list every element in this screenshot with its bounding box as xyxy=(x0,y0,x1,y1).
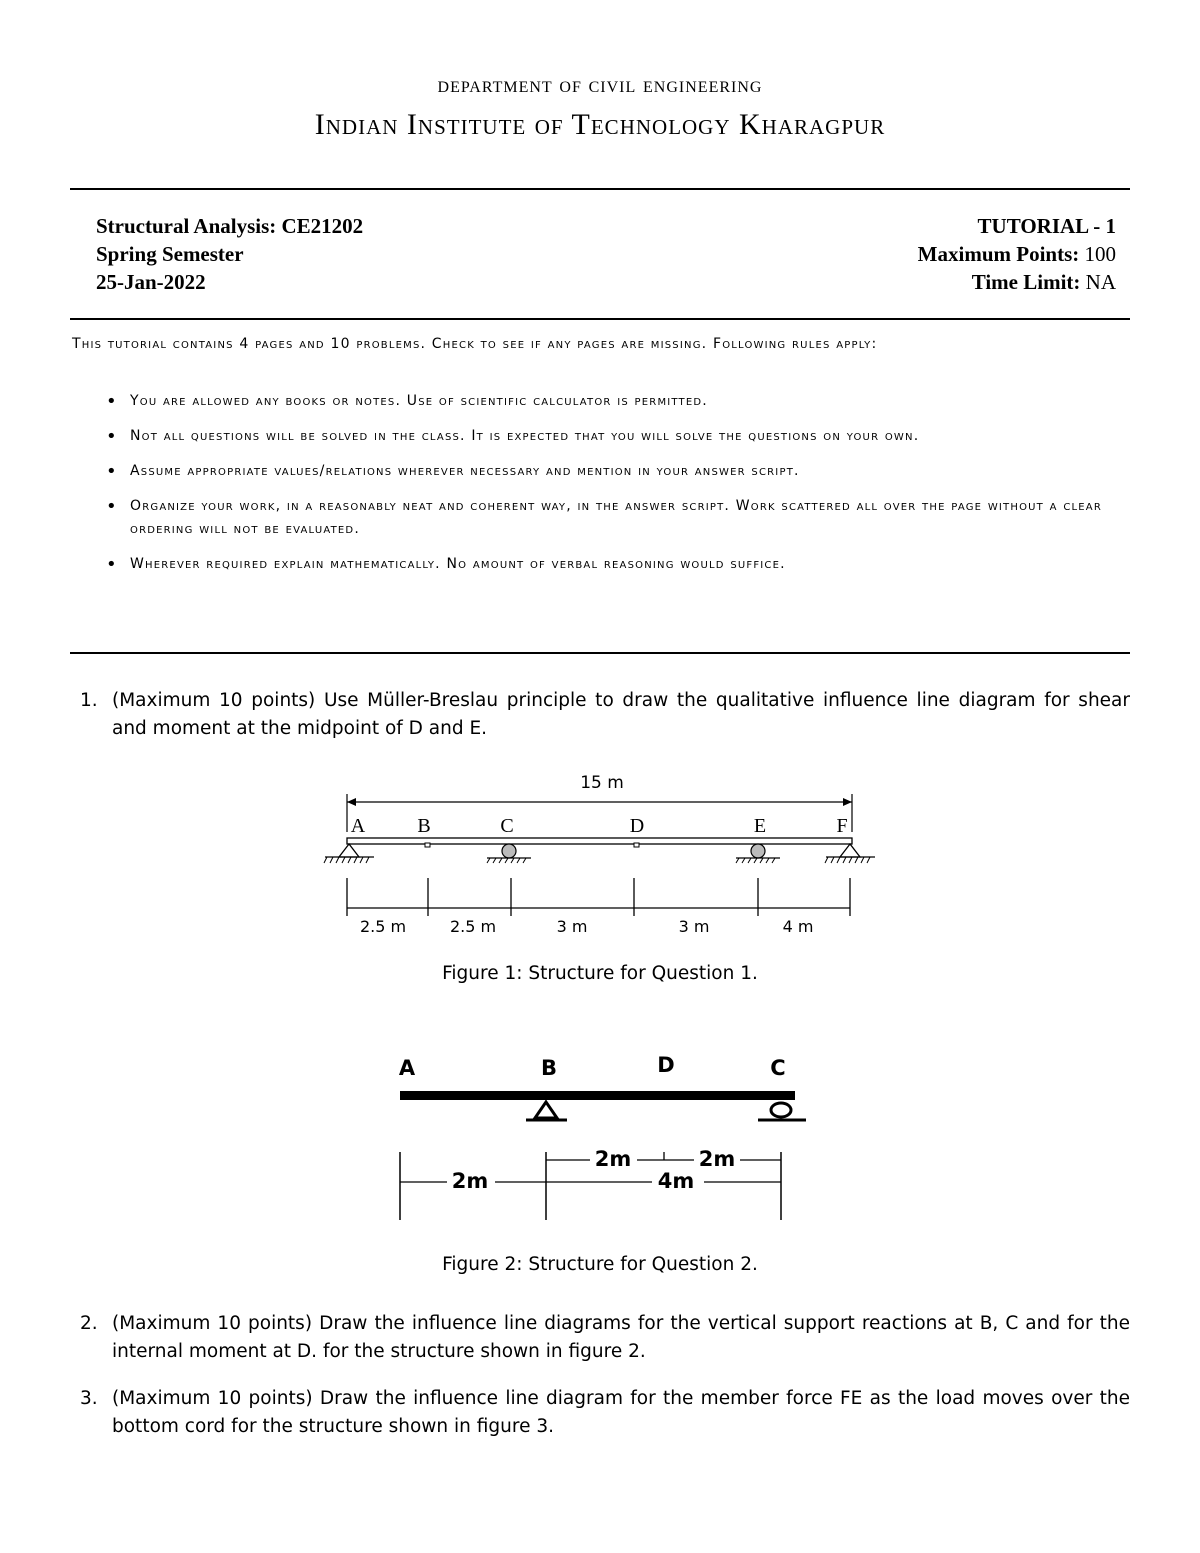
time-limit xyxy=(918,268,1116,296)
rule-item: • Not all questions will be solved in the class. It is expected that you will solve the questions on your own. xyxy=(106,425,1130,448)
arrow-head xyxy=(843,798,852,806)
point-label-a: A xyxy=(350,815,366,837)
max-points-value: 100 xyxy=(1084,242,1116,266)
time-limit-value: NA xyxy=(1085,270,1116,294)
question-number: 2. xyxy=(80,1313,98,1334)
rule-item: • You are allowed any books or notes. Use of scientific calculator is permitted. xyxy=(106,390,1130,413)
semester: Spring Semester xyxy=(96,242,244,266)
rule-item: • Organize your work, in a reasonably neat and coherent way, in the answer script. Work scattered all over the page without a clear ordering will not be evaluated. xyxy=(106,495,1130,541)
rule-item: • Assume appropriate values/relations wherever necessary and mention in your answer script. xyxy=(106,460,1130,483)
point-label-c: C xyxy=(500,815,514,837)
total-span-label: 15 m xyxy=(580,773,624,793)
point-label-c: C xyxy=(770,1056,786,1080)
span-label-cd: 3 m xyxy=(556,917,588,936)
span-label-bc: 2.5 m xyxy=(449,917,497,936)
point-label-d: D xyxy=(657,1053,675,1077)
question-2 xyxy=(80,1310,1130,1366)
max-points-label: Maximum Points: xyxy=(917,242,1080,266)
top-rule xyxy=(70,188,1130,190)
course-meta xyxy=(96,212,363,296)
ground-hatch xyxy=(324,857,369,863)
ground-hatch xyxy=(825,857,870,863)
question-number: 1. xyxy=(80,690,98,711)
ground-hatch xyxy=(487,858,526,863)
dim-label-bd: 2m xyxy=(594,1147,632,1171)
question-text: (Maximum 10 points) Use Müller-Breslau principle to draw the qualitative influence line diagram for shear and moment at the midpoint of D and E. xyxy=(112,690,1130,739)
ground-hatch xyxy=(736,858,775,863)
section-rule xyxy=(70,652,1130,654)
course-code: Structural Analysis: CE21202 xyxy=(96,214,364,238)
tutorial-title: TUTORIAL - 1 xyxy=(977,214,1116,238)
roller-support-c xyxy=(771,1103,791,1117)
figure-2-beam-diagram xyxy=(0,1040,1200,1230)
figure-1-beam-diagram xyxy=(0,760,1200,960)
point-label-a: A xyxy=(398,1056,416,1080)
span-label-ef: 4 m xyxy=(782,917,814,936)
institute-title: Indian Institute of Technology Kharagpur xyxy=(314,108,886,141)
pin-support-b xyxy=(535,1102,557,1118)
question-1 xyxy=(80,687,1130,743)
dim-label-ab: 2m xyxy=(451,1169,489,1193)
meta-rule xyxy=(70,318,1130,320)
figure-2-caption: Figure 2: Structure for Question 2. xyxy=(442,1254,758,1275)
rule-item: • Wherever required explain mathematically. No amount of verbal reasoning would suffice. xyxy=(106,553,1130,576)
roller-support-e xyxy=(751,844,765,858)
pin-support-f xyxy=(840,844,860,857)
time-limit-label: Time Limit: xyxy=(971,270,1081,294)
beam xyxy=(347,838,852,844)
roller-support-c xyxy=(502,844,516,858)
rules-list xyxy=(106,390,1130,588)
department-title: department of civil engineering xyxy=(437,72,763,97)
tutorial-meta xyxy=(918,212,1116,296)
hinge-d xyxy=(634,843,639,847)
dim-label-bc: 4m xyxy=(657,1169,695,1193)
question-text: (Maximum 10 points) Draw the influence line diagram for the member force FE as the load moves over the bottom cord for the structure shown in figure 3. xyxy=(112,1388,1130,1437)
span-ticks xyxy=(347,878,850,916)
question-number: 3. xyxy=(80,1388,98,1409)
date: 25-Jan-2022 xyxy=(96,270,206,294)
span-label-ab: 2.5 m xyxy=(359,917,407,936)
point-label-b: B xyxy=(540,1056,558,1080)
point-label-f: F xyxy=(836,815,848,837)
span-label-de: 3 m xyxy=(678,917,710,936)
arrow-head xyxy=(347,798,356,806)
question-text: (Maximum 10 points) Draw the influence line diagrams for the vertical support reactions at B, C and for the internal moment at D. for the structure shown in figure 2. xyxy=(112,1313,1130,1362)
beam xyxy=(400,1091,795,1100)
intro-text: This tutorial contains 4 pages and 10 problems. Check to see if any pages are missing. Following rules apply: xyxy=(72,336,878,352)
pin-support-a xyxy=(339,844,359,857)
max-points xyxy=(918,240,1116,268)
hinge-b xyxy=(425,843,430,847)
dim-label-dc: 2m xyxy=(698,1147,736,1171)
point-label-b: B xyxy=(417,815,431,837)
point-label-e: E xyxy=(753,815,767,837)
point-label-d: D xyxy=(629,815,645,837)
question-3 xyxy=(80,1385,1130,1441)
figure-1-caption: Figure 1: Structure for Question 1. xyxy=(442,963,758,984)
